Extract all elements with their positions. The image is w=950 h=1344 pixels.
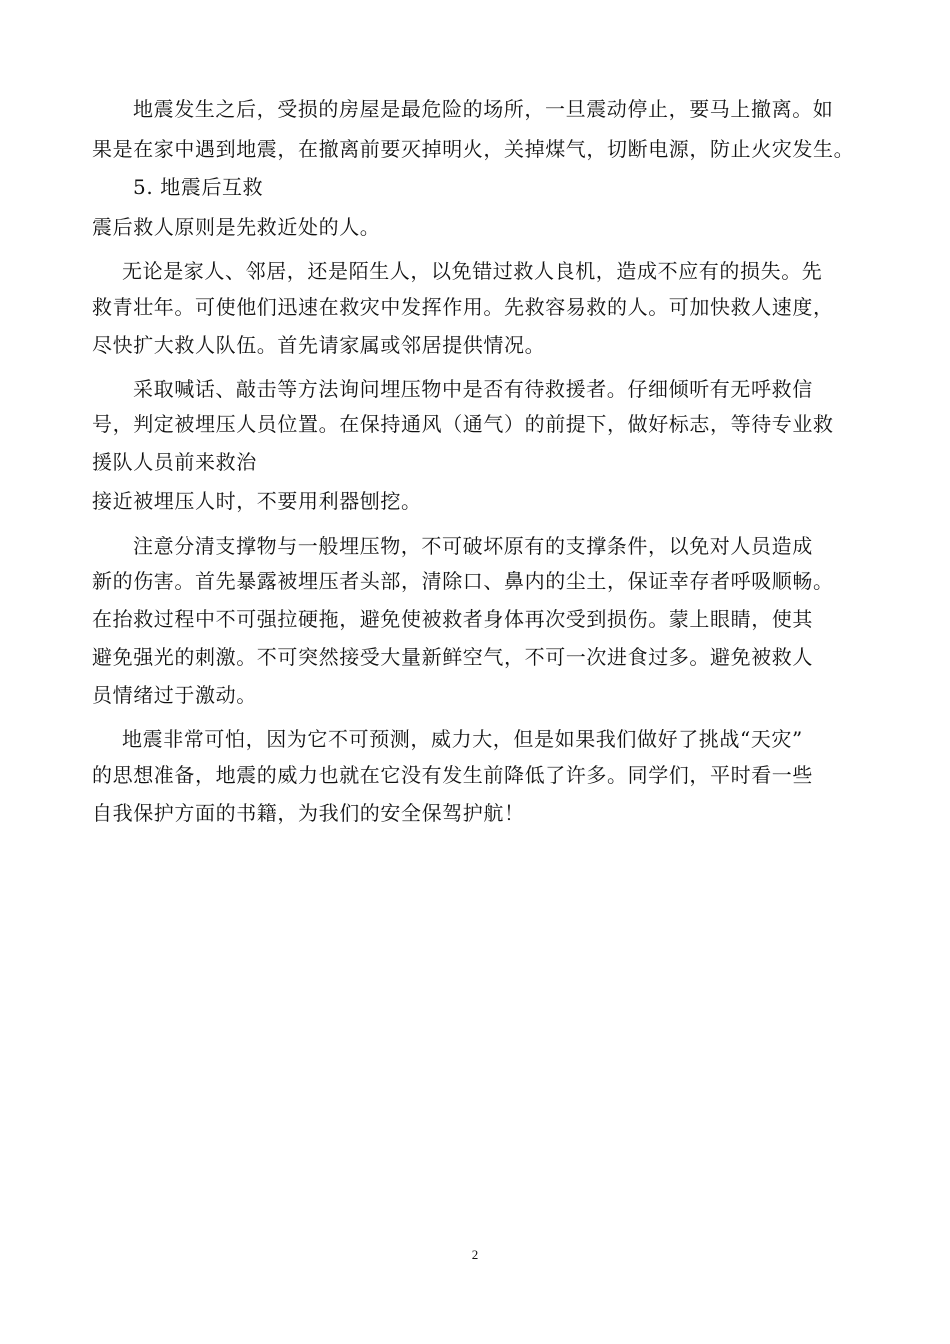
page-number: 2 [471,1247,479,1262]
paragraph-6-line-3: 在抬救过程中不可强拉硬拖，避免使被救者身体再次受到损伤。蒙上眼睛，使其 [92,607,813,631]
paragraph-6-line-1: 注意分清支撑物与一般埋压物，不可破坏原有的支撑条件，以免对人员造成 [133,534,813,558]
paragraph-2-line-1: 震后救人原则是先救近处的人。 [92,215,381,239]
paragraph-6-line-4: 避免强光的刺激。不可突然接受大量新鲜空气，不可一次进食过多。避免被救人 [92,645,813,669]
paragraph-6-line-5: 员情绪过于激动。 [92,683,257,707]
paragraph-7-line-2: 的思想准备，地震的威力也就在它没有发生前降低了许多。同学们，平时看一些 [92,763,813,787]
paragraph-7-line-1: 地震非常可怕，因为它不可预测，威力大，但是如果我们做好了挑战“天灾” [122,727,803,751]
paragraph-3-line-1: 无论是家人、邻居，还是陌生人，以免错过救人良机，造成不应有的损失。先 [122,259,823,283]
paragraph-4-line-2: 号，判定被埋压人员位置。在保持通风（通气）的前提下，做好标志，等待专业救 [92,412,834,436]
paragraph-4-line-3: 援队人员前来救治 [92,450,257,474]
paragraph-5-line-1: 接近被埋压人时，不要用利器刨挖。 [92,489,422,513]
paragraph-3-line-3: 尽快扩大救人队伍。首先请家属或邻居提供情况。 [92,333,546,357]
paragraph-3-line-2: 救青壮年。可使他们迅速在救灾中发挥作用。先救容易救的人。可加快救人速度， [92,295,834,319]
paragraph-6-line-2: 新的伤害。首先暴露被埋压者头部，清除口、鼻内的尘土，保证幸存者呼吸顺畅。 [92,569,834,593]
paragraph-1-line-2: 果是在家中遇到地震，在撤离前要灭掉明火，关掉煤气，切断电源，防止火灾发生。 [92,137,855,161]
section-heading: 5. 地震后互救 [133,175,264,199]
paragraph-7-line-3: 自我保护方面的书籍，为我们的安全保驾护航！ [92,801,525,825]
paragraph-1-line-1: 地震发生之后，受损的房屋是最危险的场所，一旦震动停止，要马上撤离。如 [133,97,834,121]
paragraph-4-line-1: 采取喊话、敲击等方法询问埋压物中是否有待救援者。仔细倾听有无呼救信 [133,377,813,401]
